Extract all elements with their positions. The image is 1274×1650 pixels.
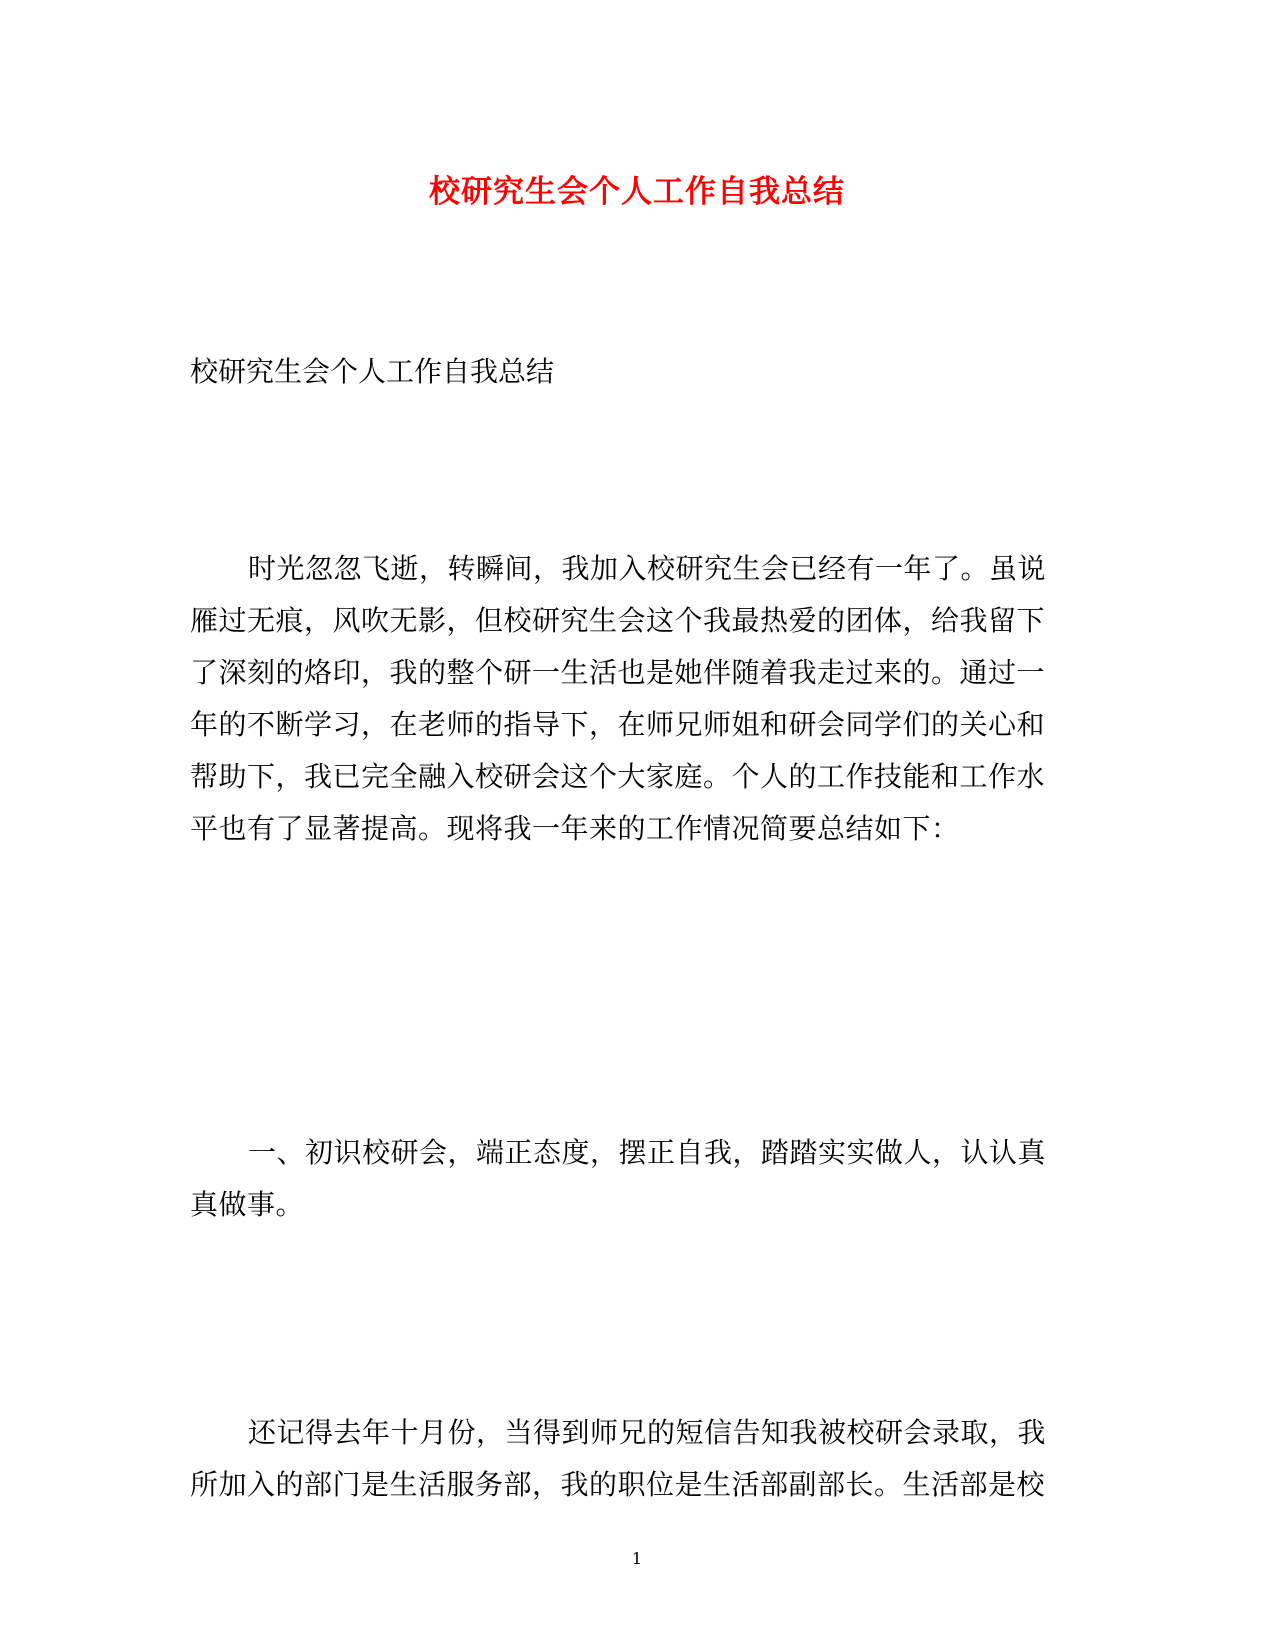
paragraph-line: 时光忽忽飞逝，转瞬间，我加入校研究生会已经有一年了。虽说: [248, 552, 1047, 585]
paragraph-recollection: [190, 1407, 1060, 1511]
paragraph-intro: [190, 543, 1060, 855]
paragraph-line: 还记得去年十月份，当得到师兄的短信告知我被校研会录取，我: [248, 1416, 1047, 1449]
page-number: 1: [631, 1549, 643, 1568]
paragraph-line: 真做事。: [190, 1188, 305, 1221]
paragraph-line: 年的不断学习，在老师的指导下，在师兄师姐和研会同学们的关心和: [190, 708, 1046, 741]
paragraph-line: 一、初识校研会，端正态度，摆正自我，踏踏实实做人，认认真: [248, 1136, 1047, 1169]
document-subtitle: 校研究生会个人工作自我总结: [190, 355, 555, 388]
document-title: 校研究生会个人工作自我总结: [429, 174, 845, 210]
paragraph-line: 帮助下，我已完全融入校研会这个大家庭。个人的工作技能和工作水: [190, 760, 1046, 793]
section-heading-one: [190, 1127, 1060, 1231]
paragraph-line: 雁过无痕，风吹无影，但校研究生会这个我最热爱的团体，给我留下: [190, 604, 1046, 637]
paragraph-line: 了深刻的烙印，我的整个研一生活也是她伴随着我走过来的。通过一: [190, 656, 1046, 689]
paragraph-line: 平也有了显著提高。现将我一年来的工作情况简要总结如下：: [190, 812, 960, 845]
paragraph-line: 所加入的部门是生活服务部，我的职位是生活部副部长。生活部是校: [190, 1468, 1046, 1501]
